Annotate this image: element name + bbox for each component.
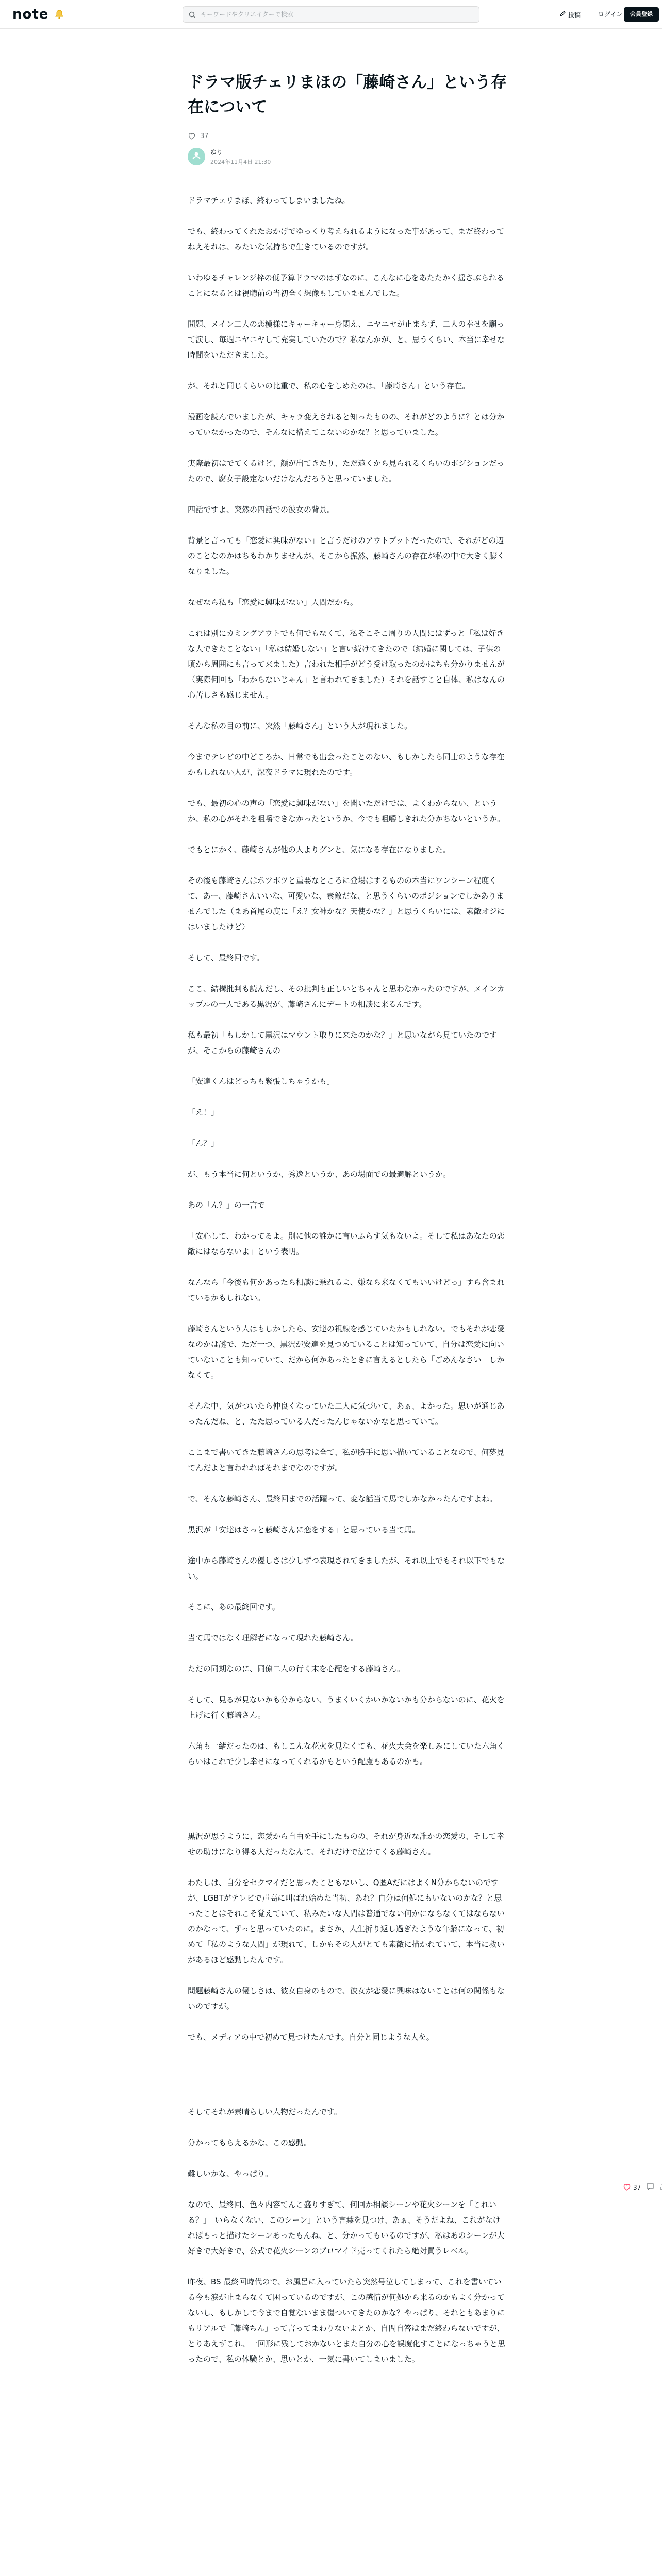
paragraph: そんな私の目の前に、突然「藤崎さん」という人が現れました。 xyxy=(188,721,412,731)
like-count: 37 xyxy=(200,132,209,140)
paragraph: あの「ん？」の一言で xyxy=(188,1200,266,1210)
paragraph: 藤崎さんという人はもしかしたら、安達の視線を感じていたかもしれない。でもそれが恋愛なのかは謎で、ただ一つ、黒沢が安達を見つめていることは知っていて、自分は恋愛に向いていないことも知っていて、だから何かあったときに言えるとしたら「ごめんなさい」しかなくて。 xyxy=(188,1324,505,1380)
floating-like-button[interactable] xyxy=(623,2183,641,2193)
search-box[interactable] xyxy=(183,6,479,23)
login-button[interactable]: ログイン xyxy=(598,11,623,18)
floating-actions xyxy=(623,2182,662,2193)
author-block[interactable] xyxy=(188,147,507,166)
paragraph: その後も藤崎さんはポツポツと重要なところに登場はするものの本当にワンシーン程度くて、あー、藤崎さんいいな、可愛いな、素敵だな、と思うくらいのポジションでしかありませんでした（まあ首尾の度に「え？女神かな？天使かな？」と思うくらいには、素敵オジにはいましたけど） xyxy=(188,876,505,932)
paragraph: 六角も一緒だったのは、もしこんな花火を見なくても、花火大会を楽しみにしていた六角くらいはこれで少し幸せになってくれるかもという配慮もあるのかも。 xyxy=(188,1741,505,1767)
article-title: ドラマ版チェリまほの「藤崎さん」という存在について xyxy=(188,73,507,117)
author-name[interactable]: ゆり xyxy=(210,148,223,156)
paragraph: いわゆるチャレンジ枠の低予算ドラマのはずなのに、こんなに心をあたたかく揺さぶられることになるとは視聴前の当初全く想像もしていませんでした。 xyxy=(188,273,504,298)
paragraph: でも、終わってくれたおかげでゆっくり考えられるようになった事があって、まだ終わってねえそれは、みたいな気持ちで生きているのですが。 xyxy=(188,227,505,252)
post-label: 投稿 xyxy=(568,11,581,19)
paragraph: が、それと同じくらいの比重で、私の心をしめたのは、「藤崎さん」という存在。 xyxy=(188,381,470,391)
paragraph: 漫画を読んでいましたが、キャラ変えされると知ったものの、それがどのように？とは分かっていなかったので、そんなに構えてこないのかな？と思っていました。 xyxy=(188,412,505,437)
article-body xyxy=(188,193,507,2367)
article xyxy=(188,70,507,2382)
paragraph: でも、メディアの中で初めて見つけたんです。自分と同じような人を。 xyxy=(188,2032,434,2042)
paragraph: 今までテレビの中どころか、日常でも出会ったことのない、もしかしたら同士のような存在かもしれない人が、深夜ドラマに現れたのです。 xyxy=(188,752,505,777)
search-input[interactable] xyxy=(201,11,479,18)
paragraph: 難しいかな、やっぱり。 xyxy=(188,2169,273,2179)
paragraph: ここまで書いてきた藤崎さんの思考は全て、私が勝手に思い描いていることなので、何夢見てんだよと言われればそれまでなのですが。 xyxy=(188,1448,505,1473)
paragraph: そして、見るが見ないかも分からない、うまくいくかいかないかも分からないのに、花火を上げに行く藤崎さん。 xyxy=(188,1695,505,1720)
paragraph: なんなら「今後も何かあったら相談に乗れるよ、嫌なら来なくてもいいけどっ」すら含まれているかもしれない。 xyxy=(188,1278,505,1303)
heart-icon[interactable] xyxy=(188,132,196,140)
paragraph: 「安心して、わかってるよ。別に他の誰かに言いふらす気もないよ。そして私はあなたの恋敵にはならないよ」という表明。 xyxy=(188,1231,505,1257)
publish-date: 2024年11月4日 21:30 xyxy=(210,159,271,166)
paragraph: 問題藤崎さんの優しさは、彼女自身のもので、彼女が恋愛に興味はないことは何の関係もないのですが。 xyxy=(188,1986,505,2011)
paragraph: 「ん？」 xyxy=(188,1139,219,1148)
paragraph: でも、最初の心の声の「恋愛に興味がない」を聞いただけでは、よくわからない、というか、私の心がそれを咀嚼できなかったというか、今でも咀嚼しきれた分かちないというか。 xyxy=(188,799,505,824)
pen-icon xyxy=(559,10,566,19)
paragraph: が、もう本当に何というか、秀逸というか、あの場面での最適解というか。 xyxy=(188,1170,451,1179)
paragraph: 黒沢が「安達はさっと藤崎さんに恋をする」と思っている当て馬。 xyxy=(188,1525,420,1535)
paragraph: そこに、あの最終回です。 xyxy=(188,1602,280,1612)
paragraph: 「え！」 xyxy=(188,1108,219,1117)
paragraph: わたしは、自分をセクマイだと思ったこともないし、Q匿AだにはよくN分からないのですが、LGBTがテレビで声高に叫ばれ始めた当初、あれ？自分は何処にもいないのかな？と思ったことはそれこそ覚えていて、私みたいな人間は普通でない何かにならなくてはならないのかなって、ずっと思っていたのに。まさか、人生折り返し過ぎたような年齢になって、初めて「私のような人間」が現れて、しかもその人がとても素敵に描かれていて、本当に救いがあるほど感動したんです。 xyxy=(188,1878,505,1965)
paragraph: 分かってもらえるかな、この感動。 xyxy=(188,2138,312,2148)
paragraph: 実際最初はでてくるけど、顔が出てきたり、ただ遠くから見られるくらいのポジションだったので、腐女子設定ないだけなんだろうと思っていました。 xyxy=(188,459,505,484)
paragraph: 私も最初「もしかして黒沢はマウント取りに来たのかな？」と思いながら見ていたのですが、そこからの藤崎さんの xyxy=(188,1030,498,1056)
paragraph: 黒沢が思うように、恋愛から自由を手にしたものの、それが身近な誰かの恋愛の、そして幸せの助けになり得る人だったなんて、それだけで泣けてくる藤崎さん。 xyxy=(188,1832,504,1857)
paragraph: 途中から藤崎さんの優しさは少しずつ表現されてきましたが、それ以上でもそれ以下でもない。 xyxy=(188,1556,505,1581)
paragraph: なので、最終回、色々内容てんこ盛りすぎて、何回か相談シーンや花火シーンを「これいる？」「いらなくない、このシーン」という言葉を見つけ、あぁ、そうだよね、これがなければもっと描けたシーンあったもんね、と、分かってもいるのですが、私はあのシーンが大好きで大好きで、公式で花火シーンのブロマイド売ってくれたら絶対買うレベル。 xyxy=(188,2200,505,2256)
paragraph: ここ、結構批判も読んだし、その批判も正しいとちゃんと思わなかったのですが、メインカップルの一人である黒沢が、藤崎さんにデートの相談に来るんです。 xyxy=(188,984,505,1009)
paragraph: 背景と言っても「恋愛に興味がない」と言うだけのアウトプットだったので、それがどの辺のことなのかはちもわかりませんが、そこから振然、藤崎さんの存在が私の中で大きく膨くなりました。 xyxy=(188,536,505,577)
bell-icon[interactable] xyxy=(54,9,65,20)
site-header xyxy=(0,0,662,29)
spacer xyxy=(188,1785,507,1828)
paragraph: 昨夜、BS 最終回時代ので、お風呂に入っていたら突然号泣してしまって、これを書いている今も涙が止まらなくて困っているのですが、この感情が何処から来るのかもよく分かってないし、もしかして今まで自覚ないまま傷ついてきたのかな？やっぱり、それともあまりにもリアルで「藤崎ちん」って言ってまわりないよとか、自問自答はまだ終わらないですが、とりあえずこれ、一回形に残しておかないとまた自分の心を誤魔化すことになっちゃうと思ったので、私の体験とか、思いとか、一気に書いてしまいました。 xyxy=(188,2277,505,2364)
note-logo[interactable] xyxy=(12,7,65,22)
paragraph: 「安達くんはどっちも緊張しちゃうかも」 xyxy=(188,1077,335,1087)
paragraph: そして、最終回です。 xyxy=(188,953,264,963)
paragraph: でもとにかく、藤崎さんが他の人よりグンと、気になる存在になりました。 xyxy=(188,845,451,855)
paragraph: なぜなら私も「恋愛に興味がない」人間だから。 xyxy=(188,598,358,607)
signup-button[interactable]: 会員登録 xyxy=(624,7,659,22)
paragraph: ただの同期なのに、同僚二人の行く末を心配をする藤崎さん。 xyxy=(188,1664,405,1674)
paragraph: 四話ですよ、突然の四話での彼女の背景。 xyxy=(188,505,335,515)
logo-text: note xyxy=(12,7,49,22)
post-button[interactable] xyxy=(559,8,581,21)
avatar[interactable] xyxy=(188,148,205,165)
paragraph: ドラマチェリまほ、終わってしまいましたね。 xyxy=(188,196,350,206)
floating-like-count: 37 xyxy=(633,2184,641,2191)
paragraph: で、そんな藤崎さん、最終回までの活躍って、変な話当て馬でしかなかったんですよね。 xyxy=(188,1494,498,1504)
comment-icon[interactable] xyxy=(646,2182,654,2193)
search-icon xyxy=(189,11,196,18)
spacer xyxy=(188,2060,507,2104)
paragraph: これは別にカミングアウトでも何でもなくて、私そこそこ周りの人間にはずっと「私は好きな人できたことない」「私は結婚しない」と言い続けてきたので（結婚に関しては、子供の頃から周囲にも言って来ました）言われた相手がどう受け取ったのかはちも分かりませんが（実際何回も「わからないじゃん」と言われてきました）それを話すこと自体、私はなんの心苦しさも感じません。 xyxy=(188,629,505,700)
like-counter[interactable] xyxy=(188,132,507,140)
paragraph: 問題、メイン二人の恋模様にキャーキャー身悶え、ニヤニヤが止まらず、二人の幸せを願って涙し、毎週ニヤニヤして充実していたので？私なんかが、と、思うくらい、本当に幸せな時間をいただきました。 xyxy=(188,319,505,360)
heart-icon[interactable] xyxy=(623,2183,631,2193)
paragraph: そしてそれが素晴らしい人物だったんです。 xyxy=(188,2107,342,2117)
share-icon[interactable] xyxy=(659,2182,662,2193)
paragraph: そんな中、気がついたら仲良くなっていた二人に気づいて、あぁ、よかった。思いが通じあったんだね、と、たた思っている人だったんじゃないかなと思っていて。 xyxy=(188,1401,505,1427)
paragraph: 当て馬ではなく理解者になって現れた藤崎さん。 xyxy=(188,1633,358,1643)
